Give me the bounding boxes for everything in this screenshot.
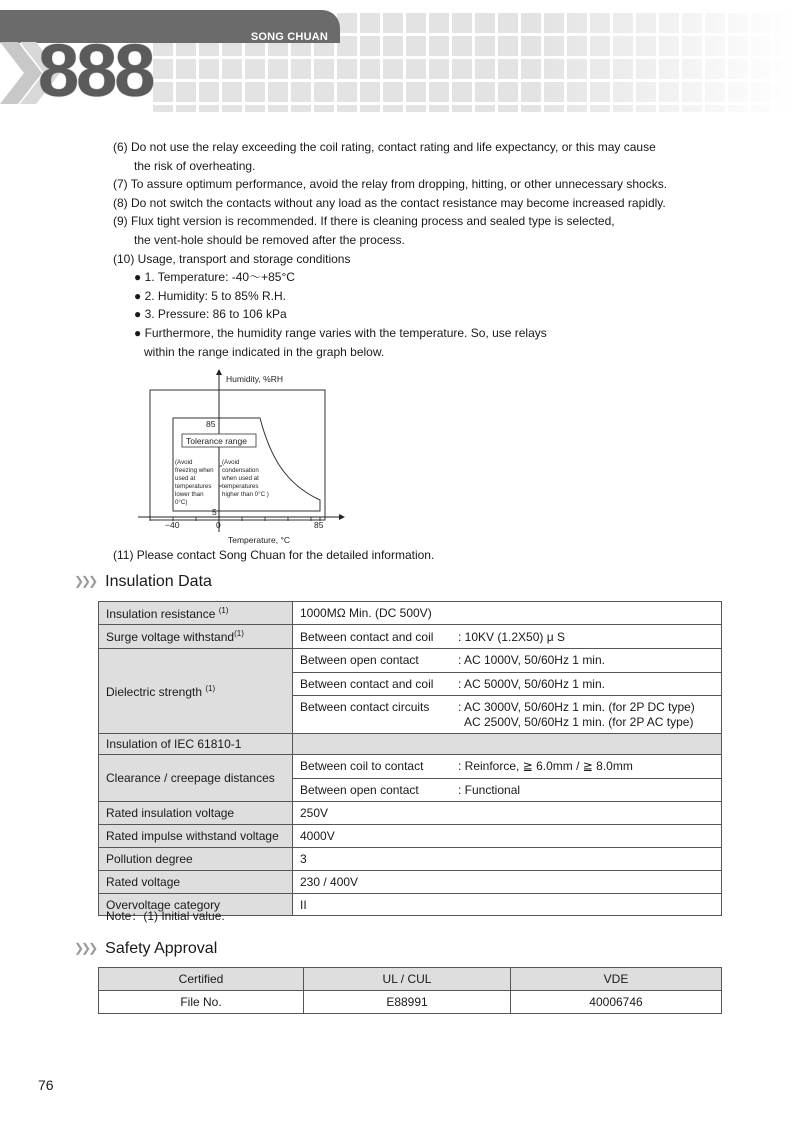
y-tick-5: 5 xyxy=(212,507,217,517)
x-tick-0: 0 xyxy=(216,520,221,530)
table-row: Insulation of IEC 61810-1 xyxy=(99,734,722,755)
condition-pressure: ● 3. Pressure: 86 to 106 kPa xyxy=(134,307,287,322)
brand-name: SONG CHUAN xyxy=(250,31,328,43)
y-tick-85: 85 xyxy=(206,419,216,429)
right-note xyxy=(221,459,269,498)
table-row: File No. E88991 40006746 xyxy=(99,991,722,1014)
x-tick-85: 85 xyxy=(314,520,324,530)
triple-chevron-icon: ❯❯❯ xyxy=(74,574,96,588)
y-axis-label: Humidity, %RH xyxy=(226,374,283,384)
svg-text:condensation: condensation xyxy=(222,467,259,474)
table-row: Surge voltage withstand$^{(1)}$ Between contact and coil : 10KV (1.2X50) μ S xyxy=(99,625,722,649)
condition-humidity: ● 2. Humidity: 5 to 85% R.H. xyxy=(134,288,286,303)
note-6-cont: the risk of overheating. xyxy=(134,158,256,173)
note-10: (10) Usage, transport and storage conditions xyxy=(113,251,351,266)
svg-text:(Avoid: (Avoid xyxy=(222,459,240,466)
page-header xyxy=(0,0,794,112)
condition-temperature: ● 1. Temperature: -40～+85°C xyxy=(134,270,295,285)
left-note xyxy=(175,459,214,506)
series-number: 888 xyxy=(38,29,153,112)
note-9: (9) Flux tight version is recommended. If there is cleaning process and sealed type is selected, xyxy=(113,214,615,229)
note-6: (6) Do not use the relay exceeding the coil rating, contact rating and life expectancy, or this may cause xyxy=(113,140,656,154)
svg-text:lower than: lower than xyxy=(175,491,204,498)
table-row: Rated impulse withstand voltage 4000V xyxy=(99,825,722,848)
table-row: Overvoltage category II xyxy=(99,894,722,916)
safety-section-title: ❯❯❯ Safety Approval xyxy=(74,940,218,957)
note-9-cont: the vent-hole should be removed after the process. xyxy=(134,232,405,247)
triple-chevron-icon: ❯❯❯ xyxy=(74,941,96,955)
table-row: Rated voltage 230 / 400V xyxy=(99,871,722,894)
x-axis-label: Temperature, °C xyxy=(228,535,290,545)
x-tick-minus-40: −40 xyxy=(165,520,180,530)
svg-text:higher than 0°C ): higher than 0°C ) xyxy=(222,491,269,498)
table-row: Insulation resistance $^{(1)}$ 1000MΩ Min. (DC 500V) xyxy=(99,602,722,625)
svg-text:freezing when: freezing when xyxy=(175,467,214,474)
footnote: Note：(1) Initial value. xyxy=(106,909,225,923)
table-row: Rated insulation voltage 250V xyxy=(99,802,722,825)
table-row: Clearance / creepage distances Between coil to contact : Reinforce, ≧ 6.0mm / ≧ 8.0mm Between open contact : Functional xyxy=(99,755,722,802)
note-8: (8) Do not switch the contacts without any load as the contact resistance may become increased rapidly. xyxy=(113,195,666,210)
tolerance-range-label: Tolerance range xyxy=(186,436,247,446)
table-row: Pollution degree 3 xyxy=(99,848,722,871)
condition-furthermore: ● Furthermore, the humidity range varies with the temperature. So, use relays xyxy=(134,325,547,340)
insulation-data-table xyxy=(98,601,722,916)
svg-text:(Avoid: (Avoid xyxy=(175,459,193,466)
safety-approval-table xyxy=(98,967,722,1014)
humidity-temperature-graph xyxy=(130,366,360,548)
usage-notes xyxy=(113,138,713,361)
page-number: 76 xyxy=(38,1077,54,1093)
svg-text:0°C): 0°C) xyxy=(175,499,188,506)
svg-text:when used at: when used at xyxy=(222,475,259,482)
svg-text:temperatures: temperatures xyxy=(222,483,259,490)
note-7: (7) To assure optimum performance, avoid the relay from dropping, hitting, or other unnecessary shocks. xyxy=(113,177,668,192)
condition-furthermore-cont: within the range indicated in the graph below. xyxy=(144,344,385,359)
insulation-section-title: ❯❯❯ Insulation Data xyxy=(74,573,212,590)
note-11: (11) Please contact Song Chuan for the detailed information. xyxy=(113,548,435,562)
svg-text:used at: used at xyxy=(175,475,196,482)
svg-text:temperatures: temperatures xyxy=(175,483,212,490)
table-header-row: Certified UL / CUL VDE xyxy=(99,968,722,991)
table-row: Dielectric strength $^{(1)}$ Between open contact : AC 1000V, 50/60Hz 1 min. Between contact and coil : AC 5000V, 50/60Hz 1 min. Between contact circuits : AC 3000V, 50/60Hz 1 min. (for 2P DC type) AC 2500V, 50/60Hz 1 min. (for 2P AC type) xyxy=(99,649,722,734)
